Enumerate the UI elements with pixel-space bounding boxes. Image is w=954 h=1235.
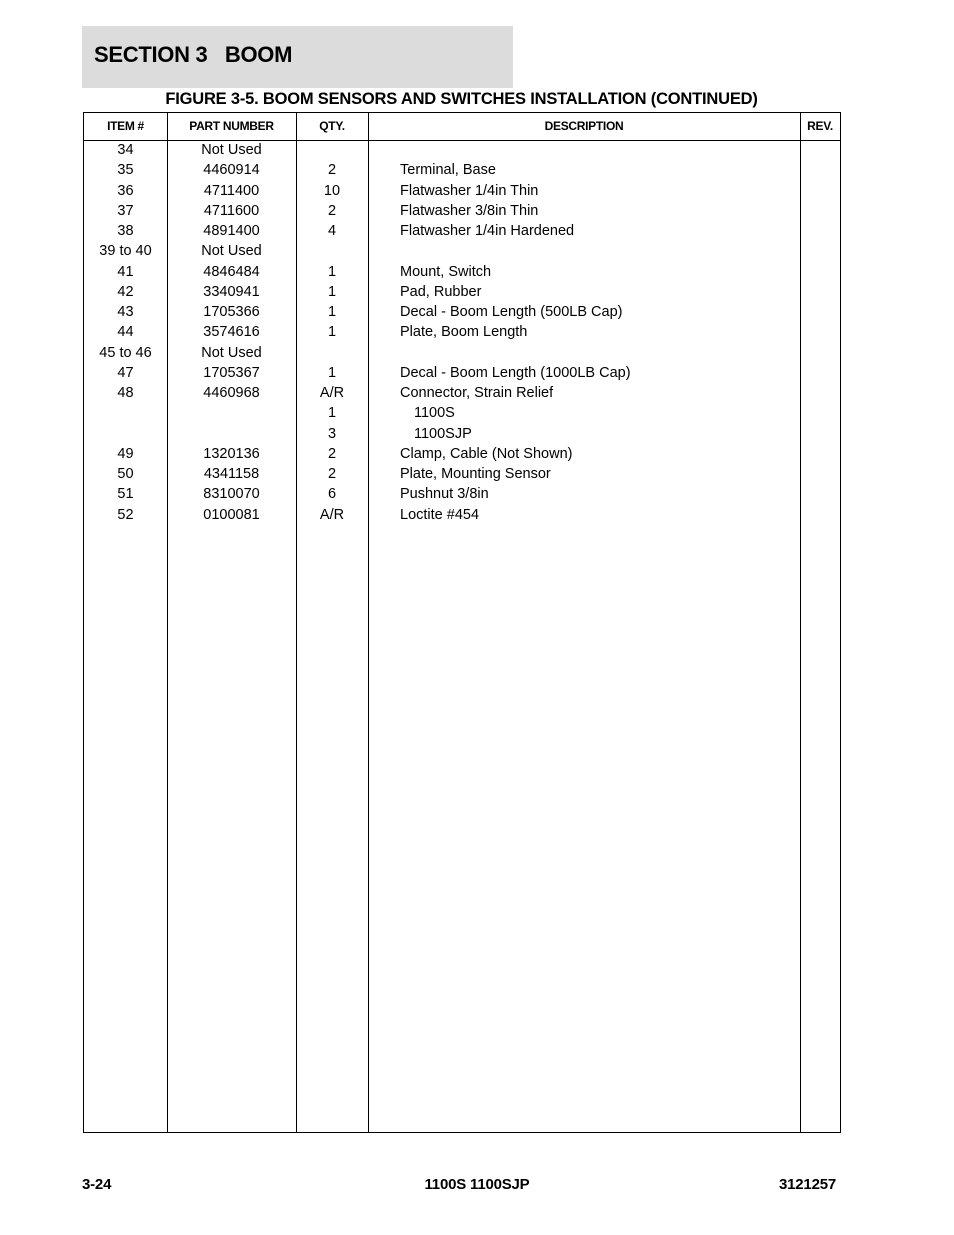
item-number-cell: 44 — [117, 324, 134, 341]
quantity-cell: A/R — [319, 385, 345, 401]
table-row — [84, 343, 840, 363]
description-cell: Flatwasher 3/8in Thin — [400, 202, 539, 219]
part-number-cell: Not Used — [201, 344, 262, 361]
table-row — [84, 363, 840, 383]
part-number-cell: 4891400 — [203, 223, 260, 239]
table-row — [84, 444, 840, 464]
quantity-cell: 6 — [327, 486, 337, 503]
header-description: DESCRIPTION — [544, 119, 624, 133]
part-number-cell: 4846484 — [203, 263, 260, 280]
quantity-cell: 1 — [327, 283, 337, 300]
item-number-cell: 41 — [117, 263, 134, 280]
table-row — [84, 302, 840, 322]
quantity-cell: 2 — [327, 445, 337, 462]
description-cell — [400, 241, 800, 261]
quantity-cell: 2 — [327, 162, 337, 179]
quantity-cell: 1 — [327, 324, 337, 341]
item-number-cell: 49 — [117, 445, 134, 462]
header-rev: REV. — [807, 119, 833, 133]
section-title: SECTION 3 BOOM — [94, 42, 293, 67]
description-cell: Flatwasher 1/4in Hardened — [400, 223, 575, 239]
table-row — [84, 424, 840, 444]
figure-title: FIGURE 3-5. BOOM SENSORS AND SWITCHES INSTALLATION (CONTINUED) — [165, 90, 758, 108]
part-number-cell: 4711600 — [203, 202, 260, 219]
item-number-cell: 42 — [117, 283, 134, 300]
description-cell: Terminal, Base — [400, 162, 496, 179]
table-row — [84, 221, 840, 241]
table-row — [84, 403, 840, 423]
part-number-cell — [167, 403, 296, 423]
table-row — [84, 140, 840, 160]
item-number-cell: 43 — [117, 304, 134, 320]
parts-table — [83, 112, 841, 1133]
header-part-number: PART NUMBER — [189, 119, 274, 133]
description-cell: Clamp, Cable (Not Shown) — [400, 445, 573, 462]
page-number: 3-24 — [82, 1176, 112, 1193]
quantity-cell — [296, 140, 368, 160]
part-number-cell: 1705367 — [203, 364, 260, 381]
part-number-cell: 8310070 — [203, 486, 260, 503]
part-number-cell: 4711400 — [203, 182, 260, 199]
part-number-cell: 3340941 — [203, 283, 260, 300]
item-number-cell: 39 to 40 — [99, 243, 152, 260]
table-row — [84, 241, 840, 261]
description-cell: Plate, Boom Length — [400, 324, 528, 341]
table-row — [84, 160, 840, 180]
item-number-cell: 51 — [117, 486, 134, 503]
part-number-cell: 1705366 — [203, 304, 260, 320]
item-number-cell — [84, 424, 167, 444]
document-number: 3121257 — [779, 1176, 836, 1193]
part-number-cell: 1320136 — [203, 445, 260, 462]
table-row — [84, 282, 840, 302]
item-number-cell: 52 — [117, 506, 134, 523]
description-cell — [400, 140, 800, 160]
quantity-cell: A/R — [319, 506, 345, 523]
description-cell: Pad, Rubber — [400, 283, 482, 300]
description-cell: 1100S — [414, 405, 455, 422]
item-number-cell: 34 — [117, 142, 134, 158]
model-name: 1100S 1100SJP — [424, 1176, 530, 1193]
table-row — [84, 201, 840, 221]
quantity-cell: 1 — [327, 405, 337, 422]
item-number-cell: 36 — [117, 182, 134, 199]
quantity-cell: 2 — [327, 202, 337, 219]
table-row — [84, 322, 840, 342]
table-row — [84, 505, 840, 525]
item-number-cell: 35 — [117, 162, 134, 179]
quantity-cell: 2 — [327, 466, 337, 482]
description-cell: Decal - Boom Length (500LB Cap) — [400, 304, 623, 320]
item-number-cell: 37 — [117, 202, 134, 219]
item-number-cell — [84, 403, 167, 423]
header-item: ITEM # — [107, 119, 144, 133]
description-cell: Loctite #454 — [400, 506, 480, 523]
table-row — [84, 464, 840, 484]
item-number-cell: 50 — [117, 466, 134, 482]
description-cell: Connector, Strain Relief — [400, 385, 554, 401]
part-number-cell: 0100081 — [203, 506, 260, 523]
section-banner — [82, 26, 513, 88]
description-cell: 1100SJP — [414, 425, 472, 442]
quantity-cell — [296, 343, 368, 363]
description-cell: Decal - Boom Length (1000LB Cap) — [400, 364, 631, 381]
part-number-cell: Not Used — [201, 142, 262, 158]
quantity-cell: 3 — [327, 425, 337, 442]
item-number-cell: 38 — [117, 223, 134, 239]
part-number-cell: 4341158 — [203, 466, 260, 482]
description-cell: Mount, Switch — [400, 263, 492, 280]
quantity-cell: 1 — [327, 263, 337, 280]
description-cell: Pushnut 3/8in — [400, 486, 489, 503]
quantity-cell: 1 — [327, 304, 337, 320]
quantity-cell — [296, 241, 368, 261]
table-row — [84, 181, 840, 201]
part-number-cell: Not Used — [201, 243, 262, 260]
item-number-cell: 45 to 46 — [99, 344, 152, 361]
description-cell — [400, 343, 800, 363]
table-row — [84, 484, 840, 504]
part-number-cell: 4460968 — [203, 385, 260, 401]
description-cell: Flatwasher 1/4in Thin — [400, 182, 539, 199]
part-number-cell: 3574616 — [203, 324, 260, 341]
quantity-cell: 10 — [323, 182, 341, 199]
table-row — [84, 262, 840, 282]
quantity-cell: 1 — [327, 364, 337, 381]
item-number-cell: 48 — [117, 385, 134, 401]
quantity-cell: 4 — [327, 223, 337, 239]
part-number-cell: 4460914 — [203, 162, 260, 179]
header-qty: QTY. — [319, 119, 345, 133]
table-row — [84, 383, 840, 403]
item-number-cell: 47 — [117, 364, 134, 381]
part-number-cell — [167, 424, 296, 444]
description-cell: Plate, Mounting Sensor — [400, 466, 551, 482]
